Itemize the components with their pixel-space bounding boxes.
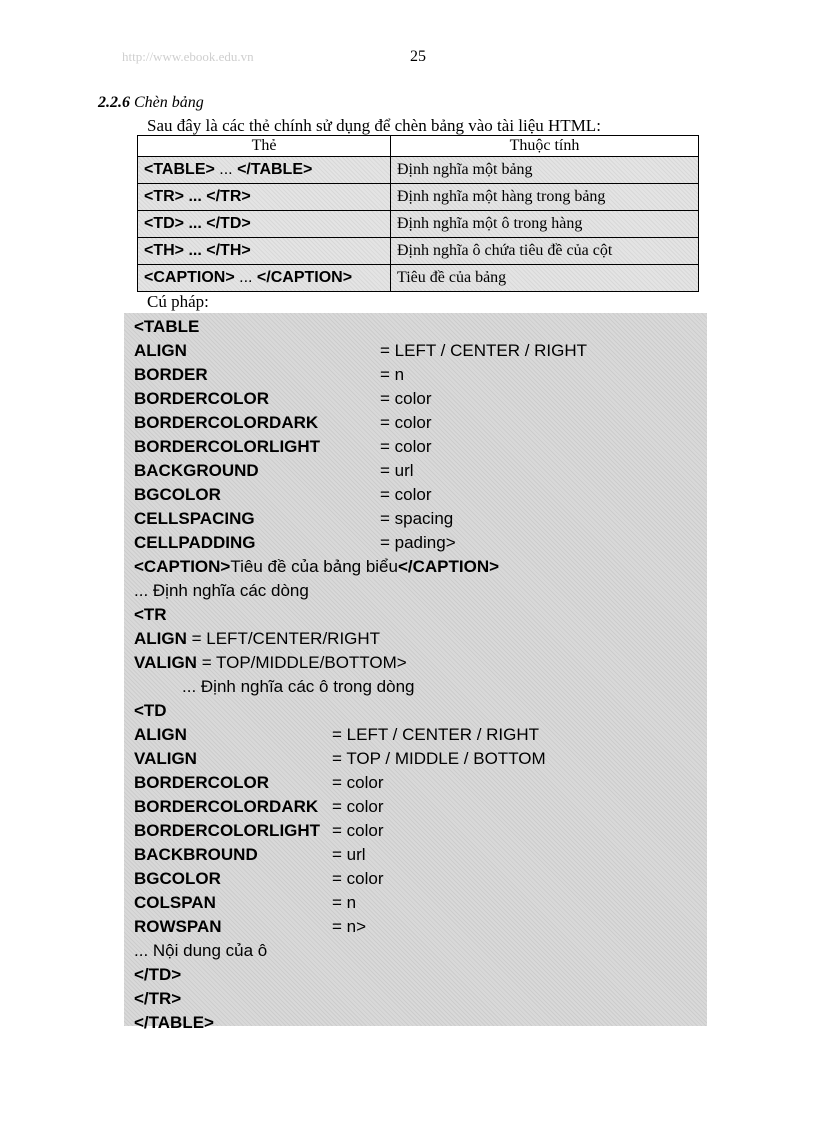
- tag-cell: <TD> ... </TD>: [138, 211, 391, 238]
- code-line: VALIGN = TOP / MIDDLE / BOTTOM: [134, 749, 546, 768]
- code-line: COLSPAN = n: [134, 893, 357, 912]
- code-line: BACKBROUND = url: [134, 845, 366, 864]
- tag-cell: <TR> ... </TR>: [138, 184, 391, 211]
- code-line: <CAPTION>Tiêu đề của bảng biểu</CAPTION>: [134, 557, 500, 576]
- intro-paragraph: Sau đây là các thẻ chính sử dụng để chèn bảng vào tài liệu HTML:: [147, 116, 601, 135]
- code-line: ... Định nghĩa các dòng: [134, 581, 309, 600]
- table-row: [138, 157, 699, 184]
- table-row: [138, 238, 699, 265]
- code-line: BORDERCOLORDARK = color: [134, 797, 384, 816]
- table-row: [138, 211, 699, 238]
- code-line: BORDER = n: [134, 365, 405, 384]
- code-line: CELLSPACING = spacing: [134, 509, 454, 528]
- code-line: ALIGN = LEFT/CENTER/RIGHT: [134, 629, 381, 648]
- code-line: ROWSPAN = n>: [134, 917, 367, 936]
- code-line: BORDERCOLOR = color: [134, 773, 384, 792]
- code-line: <TD: [134, 701, 167, 720]
- code-line: BGCOLOR = color: [134, 485, 432, 504]
- header-tag: Thẻ: [138, 136, 391, 157]
- watermark-url: http://www.ebook.edu.vn: [122, 49, 254, 64]
- property-cell: Tiêu đề của bảng: [391, 265, 699, 292]
- code-line: VALIGN = TOP/MIDDLE/BOTTOM>: [134, 653, 407, 672]
- code-line: ALIGN = LEFT / CENTER / RIGHT: [134, 341, 588, 360]
- code-line: BGCOLOR = color: [134, 869, 384, 888]
- code-line: </TD>: [134, 965, 182, 984]
- code-line: BORDERCOLOR = color: [134, 389, 432, 408]
- property-cell: Định nghĩa một hàng trong bảng: [391, 184, 699, 211]
- code-line: BACKGROUND = url: [134, 461, 414, 480]
- tag-cell: <TH> ... </TH>: [138, 238, 391, 265]
- tag-table-header: [138, 136, 699, 157]
- property-cell: Định nghĩa ô chứa tiêu đề của cột: [391, 238, 699, 265]
- code-line: <TABLE: [134, 317, 200, 336]
- code-line: <TR: [134, 605, 167, 624]
- code-line: </TR>: [134, 989, 182, 1008]
- header-property: Thuộc tính: [391, 136, 699, 157]
- table-row: [138, 265, 699, 292]
- page-number: 25: [410, 48, 426, 65]
- syntax-code-block: [124, 313, 707, 1032]
- property-cell: Định nghĩa một ô trong hàng: [391, 211, 699, 238]
- tag-table: [137, 135, 699, 292]
- code-line: </TABLE>: [134, 1013, 214, 1032]
- table-row: [138, 184, 699, 211]
- syntax-label: Cú pháp:: [147, 292, 209, 311]
- tag-cell: <CAPTION> ... </CAPTION>: [138, 265, 391, 292]
- code-line: BORDERCOLORLIGHT = color: [134, 437, 432, 456]
- section-number: 2.2.6: [98, 94, 130, 111]
- code-line: ... Định nghĩa các ô trong dòng: [182, 677, 415, 696]
- code-line: ALIGN = LEFT / CENTER / RIGHT: [134, 725, 540, 744]
- code-line: BORDERCOLORDARK = color: [134, 413, 432, 432]
- code-line: ... Nội dung của ô: [134, 941, 268, 960]
- code-line: BORDERCOLORLIGHT = color: [134, 821, 384, 840]
- tag-cell: <TABLE> ... </TABLE>: [138, 157, 391, 184]
- code-line: CELLPADDING = pading>: [134, 533, 456, 552]
- section-title: [98, 94, 204, 112]
- section-title-text: Chèn bảng: [134, 94, 204, 111]
- property-cell: Định nghĩa một bảng: [391, 157, 699, 184]
